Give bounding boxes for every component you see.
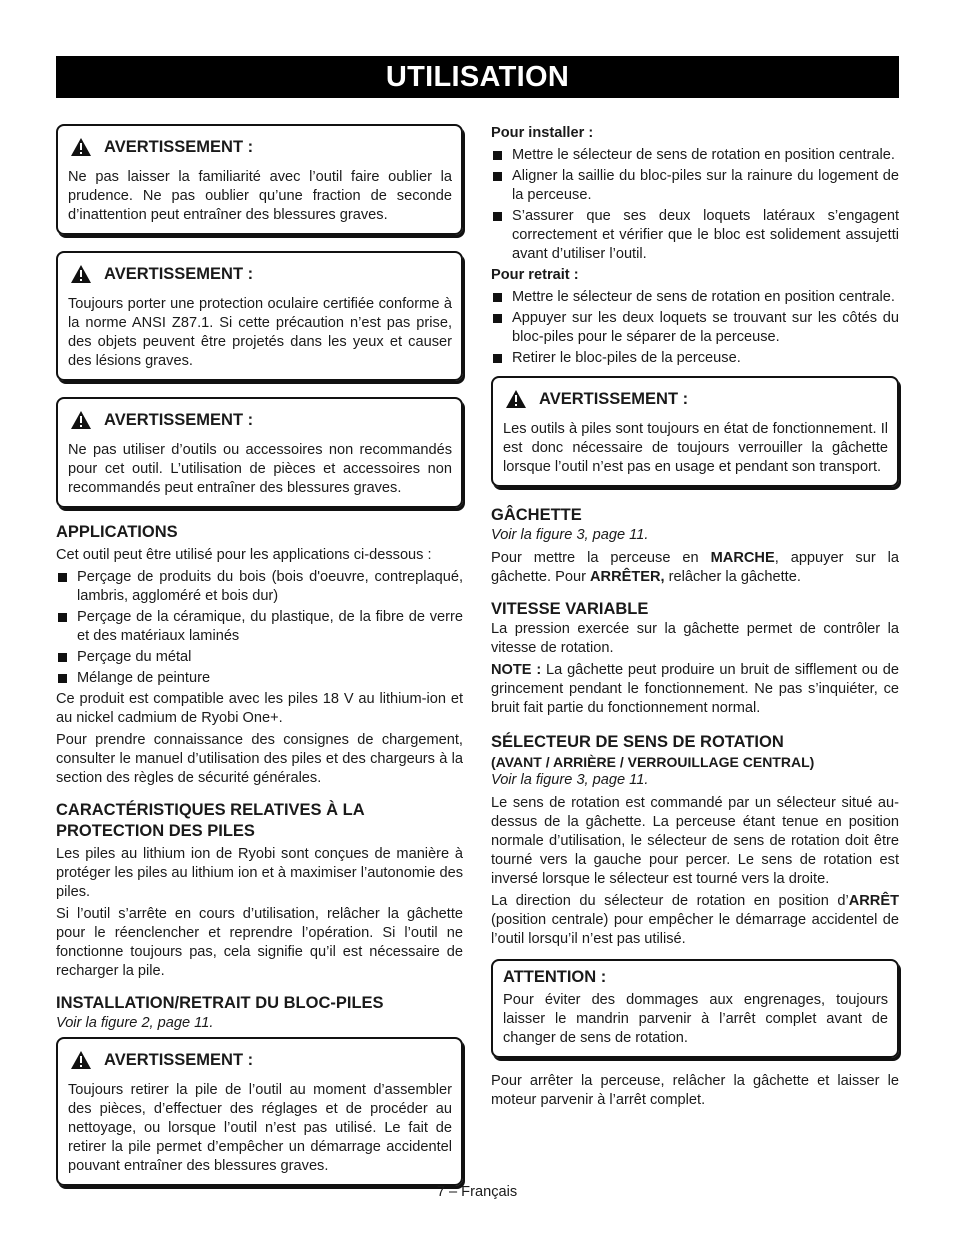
note-label: NOTE : (491, 662, 542, 678)
warning-triangle-icon (70, 137, 92, 157)
list-item: Perçage de produits du bois (bois d'oeuvre, contreplaqué, lambris, aggloméré et bois dur) (56, 568, 463, 606)
applications-intro: Cet outil peut être utilisé pour les applications ci-dessous : (56, 547, 432, 563)
warning-title: AVERTISSEMENT : (104, 265, 254, 283)
direction-heading: SÉLECTEUR DE SENS DE ROTATION (491, 733, 784, 751)
warning-box-familiarity (56, 124, 463, 235)
right-column (491, 124, 899, 1113)
figure-reference: Voir la figure 3, page 11. (491, 772, 649, 788)
direction-subheading: (AVANT / ARRIÈRE / VERROUILLAGE CENTRAL) (491, 754, 815, 770)
warning-triangle-icon (70, 264, 92, 284)
page-banner: UTILISATION (56, 56, 899, 98)
trigger-heading: GÂCHETTE (491, 506, 582, 524)
warning-title: AVERTISSEMENT : (539, 390, 689, 408)
trigger-text: Pour mettre la perceuse en MARCHE, appuyer sur la gâchette. Pour ARRÊTER, relâcher la gâchette. (491, 550, 899, 585)
warning-box-remove-battery (56, 1037, 463, 1186)
page-footer: 7 – Français (436, 1184, 518, 1200)
applications-heading: APPLICATIONS (56, 523, 178, 541)
attention-title: ATTENTION : (503, 968, 607, 986)
warning-text: Ne pas utiliser d’outils ou accessoires non recommandés pour cet outil. L’utilisation de pièces et accessoires non recommandés peut entraîner des blessures graves. (68, 442, 452, 496)
install-label: Pour installer : (491, 125, 594, 141)
protection-text-2: Si l’outil s’arrête en cours d’utilisation, relâcher la gâchette pour le réenclencher et reprendre l’opération. Si l’outil ne fonctionne toujours pas, cela signifie qu’il est nécessaire de recharger la pile. (56, 906, 463, 979)
list-item: Aligner la saillie du bloc-piles sur la rainure du logement de la perceuse. (491, 167, 899, 205)
list-item: Perçage du métal (56, 648, 463, 667)
warning-text: Toujours retirer la pile de l’outil au moment d’assembler des pièces, d’effectuer des réglages et de procéder au nettoyage, ou lorsque l’outil n’est pas utilisé. Le fait de retirer la pile permet d’empêcher un démarrage accidentel pouvant entraîner des blessures graves. (68, 1082, 452, 1174)
warning-box-accessories (56, 397, 463, 508)
speed-heading: VITESSE VARIABLE (491, 600, 649, 618)
warning-title: AVERTISSEMENT : (104, 1051, 254, 1069)
on-label: MARCHE (710, 550, 775, 566)
compatibility-text: Ce produit est compatible avec les piles 18 V au lithium-ion et au nickel cadmium de Ryobi One+. (56, 691, 463, 726)
list-item: Perçage de la céramique, du plastique, de la fibre de verre et des matériaux laminés (56, 608, 463, 646)
install-heading: INSTALLATION/RETRAIT DU BLOC-PILES (56, 994, 384, 1012)
warning-text: Ne pas laisser la familiarité avec l’outil faire oublier la prudence. Ne pas oublier qu’une fraction de seconde d’inattention peut entraîner des blessures graves. (68, 169, 452, 223)
closing-text: Pour arrêter la perceuse, relâcher la gâchette et laisser le moteur parvenir à l’arrêt complet. (491, 1073, 899, 1108)
list-item: Retirer le bloc-piles de la perceuse. (491, 349, 899, 368)
warning-title: AVERTISSEMENT : (104, 138, 254, 156)
warning-text: Toujours porter une protection oculaire certifiée conforme à la norme ANSI Z87.1. Si cette précaution n’est pas prise, des objets peuvent être projetés dans les yeux et causer des lésions graves. (68, 296, 452, 369)
left-column (56, 124, 463, 1202)
attention-box (491, 959, 899, 1058)
remove-label: Pour retrait : (491, 267, 579, 283)
off-label: ARRÊTER, (589, 569, 665, 585)
remove-steps (491, 288, 899, 368)
applications-list (56, 568, 463, 688)
figure-reference: Voir la figure 2, page 11. (56, 1015, 214, 1031)
list-item: Mettre le sélecteur de sens de rotation en position centrale. (491, 288, 899, 307)
warning-box-trigger-lock (491, 376, 899, 487)
list-item: Mettre le sélecteur de sens de rotation en position centrale. (491, 146, 899, 165)
protection-heading: CARACTÉRISTIQUES RELATIVES À LA PROTECTION DES PILES (56, 801, 365, 840)
list-item: Appuyer sur les deux loquets se trouvant sur les côtés du bloc-piles pour le séparer de la perceuse. (491, 309, 899, 347)
direction-text-2: La direction du sélecteur de rotation en position d’ARRÊT (position centrale) pour empêcher le démarrage accidentel de l’outil lorsqu’il n’est pas utilisé. (491, 893, 899, 947)
speed-text: La pression exercée sur la gâchette permet de contrôler la vitesse de rotation. (491, 621, 899, 656)
warning-title: AVERTISSEMENT : (104, 411, 254, 429)
warning-box-eye-protection (56, 251, 463, 381)
charging-text: Pour prendre connaissance des consignes de chargement, consulter le manuel d’utilisation des piles et des chargeurs à la section des règles de sécurité générales. (56, 732, 463, 786)
warning-triangle-icon (505, 389, 527, 409)
figure-reference: Voir la figure 3, page 11. (491, 527, 649, 543)
install-steps (491, 146, 899, 264)
warning-triangle-icon (70, 1050, 92, 1070)
attention-text: Pour éviter des dommages aux engrenages, toujours laisser le mandrin parvenir à l’arrêt complet avant de changer de sens de rotation. (503, 992, 888, 1046)
list-item: Mélange de peinture (56, 669, 463, 688)
list-item: S’assurer que ses deux loquets latéraux s’engagent correctement et vérifier que le bloc est solidement assujetti avant d’utiliser l’outil. (491, 207, 899, 264)
warning-text: Les outils à piles sont toujours en état de fonctionnement. Il est donc nécessaire de toujours verrouiller la gâchette lorsque l’outil n’est pas en usage et pendant son transport. (503, 421, 888, 475)
direction-text-1: Le sens de rotation est commandé par un sélecteur situé au-dessus de la gâchette. La perceuse étant tenue en position normale d’utilisation, le sélecteur de sens de rotation doit être tourné vers la gauche pour percer. Le sens de rotation est inversé lorsque le sélecteur est tourné vers la droite. (491, 795, 899, 887)
stop-label: ARRÊT (848, 893, 899, 909)
warning-triangle-icon (70, 410, 92, 430)
speed-note: NOTE : La gâchette peut produire un bruit de sifflement ou de grincement pendant le fonctionnement. Ne pas s’inquiéter, ce bruit fait partie du fonctionnement normal. (491, 662, 899, 716)
protection-text-1: Les piles au lithium ion de Ryobi sont conçues de manière à protéger les piles au lithium ion et à maximiser l’autonomie des piles. (56, 846, 463, 900)
